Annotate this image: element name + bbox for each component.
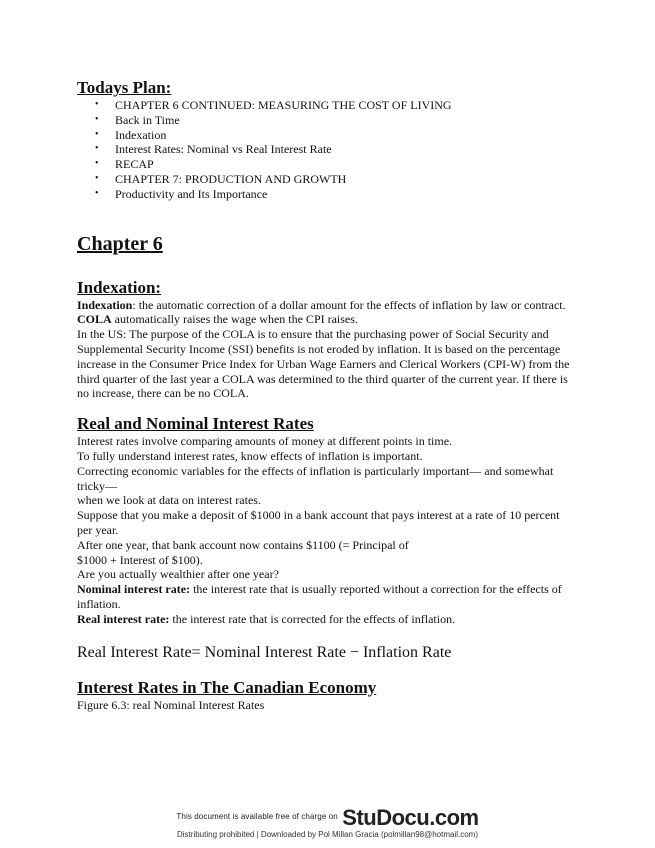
bullet-icon: • xyxy=(95,158,99,170)
bullet-icon: • xyxy=(95,99,99,110)
nominal-rate-term: Nominal interest rate: xyxy=(77,582,191,597)
indexation-term: Indexation xyxy=(77,297,133,312)
cola-definition xyxy=(77,312,572,327)
chapter-title: Chapter 6 xyxy=(77,232,163,255)
plan-item xyxy=(77,128,572,143)
indexation-heading: Indexation: xyxy=(77,277,162,297)
cola-definition-text: automatically raises the wage when the CPI raises. xyxy=(111,312,358,327)
plan-item-text: CHAPTER 7: PRODUCTION AND GROWTH xyxy=(115,171,347,186)
real-rate-text: the interest rate that is corrected for the effects of inflation. xyxy=(169,611,456,626)
plan-item xyxy=(77,142,572,157)
studocu-logo[interactable] xyxy=(342,805,478,830)
bullet-icon: • xyxy=(95,187,99,199)
paragraph-line: $1000 + Interest of $100). xyxy=(77,552,203,567)
studocu-availability-banner[interactable] xyxy=(0,805,655,831)
plan-item-text: Back in Time xyxy=(115,112,180,127)
plan-item xyxy=(77,187,572,202)
paragraph-line: Are you actually wealthier after one year? xyxy=(77,567,279,582)
logo-com: .com xyxy=(429,805,479,830)
paragraph-line: To fully understand interest rates, know effects of inflation is important. xyxy=(77,448,423,463)
bullet-icon: • xyxy=(95,113,99,125)
plan-item xyxy=(77,157,572,172)
interest-rate-formula: Real Interest Rate= Nominal Interest Rate − Inflation Rate xyxy=(77,643,452,661)
indexation-definition-text: : the automatic correction of a dollar amount for the effects of inflation by law or contract. xyxy=(132,297,566,312)
figure-caption: Figure 6.3: real Nominal Interest Rates xyxy=(77,697,265,712)
paragraph-line: Correcting economic variables for the effects of inflation is particularly important— and somewhat tricky— xyxy=(77,463,554,493)
bullet-icon: • xyxy=(95,172,99,184)
bullet-icon: • xyxy=(95,143,99,155)
plan-item xyxy=(77,98,572,113)
document-page xyxy=(77,78,572,712)
plan-heading: Todays Plan: xyxy=(77,78,172,97)
plan-item xyxy=(77,113,572,128)
plan-item-text: Productivity and Its Importance xyxy=(115,186,268,201)
us-cola-paragraph: In the US: The purpose of the COLA is to ensure that the purchasing power of Social Security and Supplemental Security Income (SSI) benefits is not eroded by inflation. It is based on the percentage increase in the Consumer Price Index for Urban Wage Earners and Clerical Workers (CPI-W) from the third quarter of the last year a COLA was determined to the third quarter of the current year. If there is no increase, there can be no COLA. xyxy=(77,327,570,401)
indexation-definition xyxy=(77,298,572,313)
canadian-economy-heading: Interest Rates in The Canadian Economy xyxy=(77,677,377,697)
real-rate-definition xyxy=(77,612,572,627)
nominal-rate-text: the interest rate that is usually reported without a correction for the effects of inflation. xyxy=(77,582,562,611)
plan-item-text: CHAPTER 6 CONTINUED: MEASURING THE COST OF LIVING xyxy=(115,98,452,112)
logo-docu: Docu xyxy=(376,805,430,830)
paragraph-line: After one year, that bank account now contains $1100 (= Principal of xyxy=(77,537,409,552)
paragraph-line: Suppose that you make a deposit of $1000 in a bank account that pays interest at a rate of 10 percent per year. xyxy=(77,508,560,537)
plan-item xyxy=(77,172,572,187)
download-notice: Distributing prohibited | Downloaded by Pol Millan Gracia (polmillan98@hotmail.com) xyxy=(177,830,478,839)
plan-item-text: RECAP xyxy=(115,157,154,172)
plan-item-text: Interest Rates: Nominal vs Real Interest Rate xyxy=(115,142,332,157)
plan-item-text: Indexation xyxy=(115,127,167,142)
paragraph-line: Interest rates involve comparing amounts of money at different points in time. xyxy=(77,434,453,449)
paragraph-line: when we look at data on interest rates. xyxy=(77,493,261,508)
nominal-rate-definition xyxy=(77,582,572,612)
bullet-icon: • xyxy=(95,128,99,140)
plan-list xyxy=(77,98,572,202)
cola-term: COLA xyxy=(77,312,112,327)
real-nominal-heading: Real and Nominal Interest Rates xyxy=(77,414,314,434)
real-rate-term: Real interest rate: xyxy=(77,611,170,626)
availability-text: This document is available free of charge on xyxy=(176,812,338,821)
logo-stu: Stu xyxy=(342,805,377,830)
